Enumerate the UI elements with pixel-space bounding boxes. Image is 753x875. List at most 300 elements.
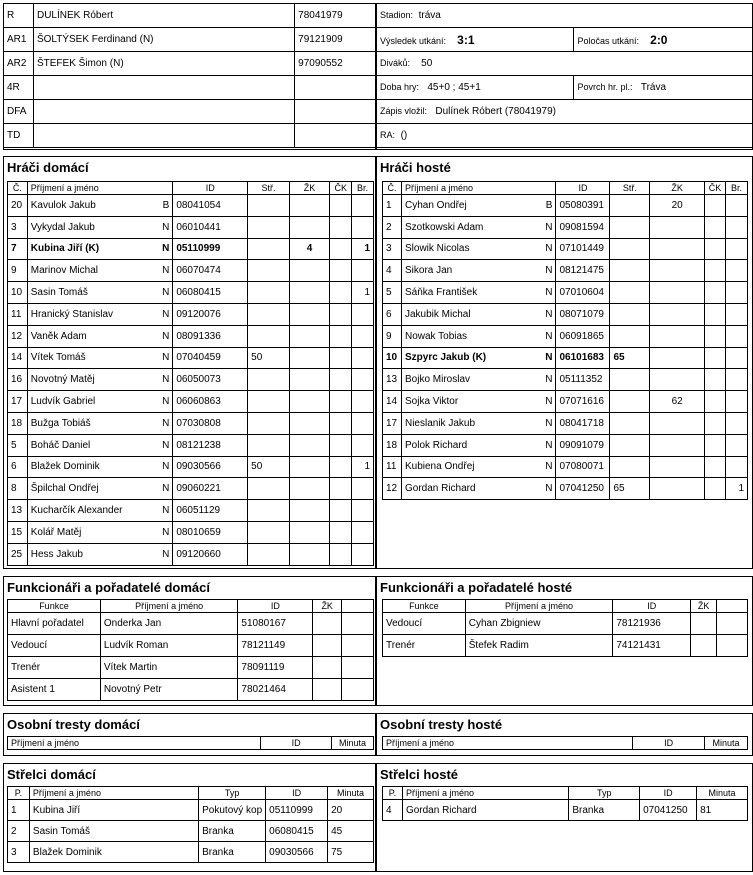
player-own-goals xyxy=(352,216,374,238)
scorer-type: Pokutový kop xyxy=(199,800,266,821)
header-id: ID xyxy=(173,182,248,195)
player-red-card xyxy=(330,478,352,500)
scorer-minute: 45 xyxy=(328,821,374,842)
player-own-goals xyxy=(352,543,374,565)
away-players-title: Hráči hosté xyxy=(380,160,451,175)
player-name: Sojka Viktor xyxy=(404,396,459,408)
player-red-card xyxy=(705,303,726,325)
official-id: 97090552 xyxy=(295,52,376,76)
header-minute: Minuta xyxy=(328,787,374,800)
player-yellow-card xyxy=(289,543,330,565)
player-own-goals: 1 xyxy=(352,282,374,304)
player-row xyxy=(8,347,374,369)
header-yellow-card: ŽK xyxy=(691,600,717,613)
func-name: Cyhan Zbigniew xyxy=(465,613,613,635)
player-id: 06051129 xyxy=(173,500,248,522)
player-flag: N xyxy=(545,308,553,320)
player-row xyxy=(8,260,374,282)
player-yellow-card xyxy=(289,478,330,500)
func-yellow-card xyxy=(691,635,717,657)
player-name-cell xyxy=(401,238,555,260)
player-yellow-card xyxy=(650,216,705,238)
header-name: Příjmení a jméno xyxy=(402,787,568,800)
surface-cell xyxy=(574,76,753,100)
func-yellow-card xyxy=(313,679,342,701)
player-name-cell xyxy=(401,369,555,391)
header-id: ID xyxy=(261,737,332,750)
player-row xyxy=(383,412,748,434)
player-id: 06101683 xyxy=(556,347,610,369)
player-id: 07010604 xyxy=(556,282,610,304)
player-name-cell xyxy=(27,521,173,543)
player-yellow-card xyxy=(289,347,330,369)
player-name-cell xyxy=(401,195,555,217)
player-number: 17 xyxy=(8,391,28,413)
player-id: 06060863 xyxy=(173,391,248,413)
player-name-cell xyxy=(27,238,173,260)
player-id: 06070474 xyxy=(173,260,248,282)
func-empty xyxy=(717,635,748,657)
scorer-row xyxy=(383,800,748,821)
func-empty xyxy=(717,613,748,635)
func-yellow-card xyxy=(691,613,717,635)
player-red-card xyxy=(330,282,352,304)
header-yellow-card: ŽK xyxy=(289,182,330,195)
player-yellow-card xyxy=(650,412,705,434)
official-row xyxy=(4,76,376,100)
player-goals xyxy=(248,216,290,238)
player-row xyxy=(8,195,374,217)
func-header-row xyxy=(8,600,374,613)
scorer-name: Sasin Tomáš xyxy=(29,821,198,842)
player-id: 07071616 xyxy=(556,391,610,413)
player-red-card xyxy=(705,216,726,238)
home-penalties-table xyxy=(7,736,374,750)
player-row xyxy=(8,434,374,456)
scorers-header-row xyxy=(8,787,374,800)
player-name: Bojko Miroslav xyxy=(404,374,471,386)
header-order: P. xyxy=(383,787,403,800)
player-goals xyxy=(610,260,650,282)
player-own-goals xyxy=(352,325,374,347)
player-own-goals xyxy=(725,391,747,413)
func-name: Ludvík Roman xyxy=(100,635,238,657)
player-row xyxy=(8,216,374,238)
header-yellow-card: ŽK xyxy=(313,600,342,613)
player-flag: N xyxy=(545,352,553,364)
player-name: Marinov Michal xyxy=(30,265,98,277)
scorer-id: 06080415 xyxy=(266,821,328,842)
player-id: 06091865 xyxy=(556,325,610,347)
player-red-card xyxy=(330,391,352,413)
scorer-type: Branka xyxy=(199,842,266,863)
player-name-cell xyxy=(401,434,555,456)
player-name: Polok Richard xyxy=(404,439,468,451)
player-name-cell xyxy=(27,391,173,413)
scorer-type: Branka xyxy=(199,821,266,842)
player-yellow-card xyxy=(650,456,705,478)
official-name: ŠOLTÝSEK Ferdinand (N) xyxy=(33,28,294,52)
player-red-card xyxy=(705,282,726,304)
player-yellow-card xyxy=(289,282,330,304)
header-id: ID xyxy=(640,787,697,800)
player-flag: N xyxy=(545,483,553,495)
player-flag: N xyxy=(545,396,553,408)
player-name-cell xyxy=(27,412,173,434)
header-number: Č. xyxy=(383,182,402,195)
official-row xyxy=(4,100,376,124)
player-name-cell xyxy=(27,195,173,217)
player-number: 5 xyxy=(8,434,28,456)
ra-value: () xyxy=(400,130,408,141)
player-id: 07040459 xyxy=(173,347,248,369)
player-red-card xyxy=(705,369,726,391)
player-number: 13 xyxy=(383,369,402,391)
player-id: 07030808 xyxy=(173,412,248,434)
player-id: 07080071 xyxy=(556,456,610,478)
player-yellow-card xyxy=(289,260,330,282)
player-name: Kubiena Ondřej xyxy=(404,461,475,473)
player-number: 10 xyxy=(383,347,402,369)
player-id: 09030566 xyxy=(173,456,248,478)
spectators-cell xyxy=(377,52,753,76)
player-number: 18 xyxy=(8,412,28,434)
player-name-cell xyxy=(27,303,173,325)
player-name: Ludvík Gabriel xyxy=(30,396,96,408)
func-role: Trenér xyxy=(383,635,466,657)
player-flag: N xyxy=(162,417,170,429)
official-name xyxy=(33,100,294,124)
surface-label: Povrch hr. pl.: xyxy=(577,82,633,92)
player-goals xyxy=(248,521,290,543)
player-row xyxy=(383,195,748,217)
header-red-card: ČK xyxy=(705,182,726,195)
player-own-goals xyxy=(352,521,374,543)
player-name-cell xyxy=(27,369,173,391)
player-row xyxy=(383,456,748,478)
player-flag: N xyxy=(545,417,553,429)
player-number: 4 xyxy=(383,260,402,282)
player-own-goals xyxy=(352,434,374,456)
header-red-card: ČK xyxy=(330,182,352,195)
header-id: ID xyxy=(613,600,691,613)
player-name: Sáňka František xyxy=(404,287,478,299)
player-flag: N xyxy=(162,461,170,473)
player-name: Kubina Jiří (K) xyxy=(30,243,100,255)
player-row xyxy=(383,303,748,325)
player-goals xyxy=(610,412,650,434)
header-name: Příjmení a jméno xyxy=(27,182,173,195)
duration-cell xyxy=(377,76,574,100)
home-penalties-title: Osobní tresty domácí xyxy=(7,717,140,732)
away-scorers-title: Střelci hosté xyxy=(380,767,459,782)
player-id: 07101449 xyxy=(556,238,610,260)
result-label: Výsledek utkání: xyxy=(380,35,447,46)
player-yellow-card xyxy=(289,369,330,391)
player-name-cell xyxy=(401,216,555,238)
player-red-card xyxy=(330,369,352,391)
player-id: 05111352 xyxy=(556,369,610,391)
player-name-cell xyxy=(27,434,173,456)
away-players-section xyxy=(376,156,753,569)
player-name: Špilchal Ondřej xyxy=(30,483,99,495)
func-row xyxy=(383,613,748,635)
player-own-goals xyxy=(352,478,374,500)
player-name-cell xyxy=(401,347,555,369)
scorer-order: 3 xyxy=(8,842,30,863)
func-empty xyxy=(342,657,374,679)
player-row xyxy=(8,478,374,500)
player-id: 08041054 xyxy=(173,195,248,217)
official-role: 4R xyxy=(4,76,34,100)
official-role: TD xyxy=(4,124,34,148)
player-name: Bužga Tobiáš xyxy=(30,417,91,429)
player-yellow-card xyxy=(650,434,705,456)
player-row xyxy=(383,282,748,304)
player-yellow-card xyxy=(289,456,330,478)
player-number: 6 xyxy=(8,456,28,478)
away-penalties-title: Osobní tresty hosté xyxy=(380,717,503,732)
player-goals xyxy=(610,303,650,325)
player-name: Boháč Daniel xyxy=(30,439,91,451)
scorer-id: 05110999 xyxy=(266,800,328,821)
officials-section xyxy=(3,3,376,150)
away-scorers-section xyxy=(376,763,753,872)
official-id xyxy=(295,100,376,124)
away-players-table xyxy=(382,181,748,500)
player-goals: 65 xyxy=(610,347,650,369)
player-flag: N xyxy=(545,287,553,299)
player-name-cell xyxy=(27,282,173,304)
player-name-cell xyxy=(27,216,173,238)
header-yellow-card: ŽK xyxy=(650,182,705,195)
official-role: DFA xyxy=(4,100,34,124)
away-scorers-table xyxy=(382,786,748,821)
player-goals xyxy=(610,369,650,391)
player-row xyxy=(8,456,374,478)
player-row xyxy=(383,216,748,238)
player-own-goals xyxy=(725,216,747,238)
player-flag: N xyxy=(545,265,553,277)
scorer-minute: 20 xyxy=(328,800,374,821)
player-id: 09091079 xyxy=(556,434,610,456)
func-name: Novotný Petr xyxy=(100,679,238,701)
scorer-row xyxy=(8,800,374,821)
player-row xyxy=(8,391,374,413)
player-number: 1 xyxy=(383,195,402,217)
header-id: ID xyxy=(238,600,313,613)
player-red-card xyxy=(330,303,352,325)
header-own-goals: Br. xyxy=(725,182,747,195)
func-row xyxy=(8,679,374,701)
match-info-table xyxy=(376,3,753,148)
player-yellow-card xyxy=(650,282,705,304)
away-penalties-table xyxy=(382,736,748,750)
func-header-row xyxy=(383,600,748,613)
player-own-goals xyxy=(725,369,747,391)
func-id: 78121149 xyxy=(238,635,313,657)
player-flag: N xyxy=(162,287,170,299)
player-yellow-card xyxy=(650,303,705,325)
player-goals: 50 xyxy=(248,456,290,478)
player-red-card xyxy=(330,347,352,369)
player-name-cell xyxy=(27,478,173,500)
player-name-cell xyxy=(401,391,555,413)
player-id: 08071079 xyxy=(556,303,610,325)
player-name: Slowik Nicolas xyxy=(404,243,470,255)
func-name: Štefek Radim xyxy=(465,635,613,657)
player-flag: N xyxy=(162,243,170,255)
player-name-cell xyxy=(27,325,173,347)
away-functionaries-table xyxy=(382,599,748,657)
player-number: 8 xyxy=(8,478,28,500)
official-id: 79121909 xyxy=(295,28,376,52)
player-name: Vaněk Adam xyxy=(30,330,87,342)
player-row xyxy=(8,369,374,391)
players-header-row xyxy=(8,182,374,195)
official-role: AR2 xyxy=(4,52,34,76)
player-red-card xyxy=(705,195,726,217)
player-own-goals xyxy=(725,238,747,260)
player-id: 08121475 xyxy=(556,260,610,282)
home-scorers-section xyxy=(3,763,376,872)
header-empty xyxy=(342,600,374,613)
func-id: 74121431 xyxy=(613,635,691,657)
player-name: Szpyrc Jakub (K) xyxy=(404,352,487,364)
player-yellow-card xyxy=(650,369,705,391)
player-name: Hranický Stanislav xyxy=(30,308,114,320)
scorer-name: Kubina Jiří xyxy=(29,800,198,821)
player-red-card xyxy=(330,216,352,238)
player-name: Jakubik Michal xyxy=(404,308,471,320)
scorer-row xyxy=(8,821,374,842)
player-own-goals: 1 xyxy=(725,478,747,500)
official-name xyxy=(33,76,294,100)
player-name-cell xyxy=(27,543,173,565)
recorded-label: Zápis vložil: xyxy=(380,106,428,116)
player-yellow-card xyxy=(289,303,330,325)
players-header-row xyxy=(383,182,748,195)
header-type: Typ xyxy=(199,787,266,800)
result-value: 3:1 xyxy=(457,32,475,47)
player-red-card xyxy=(330,195,352,217)
player-row xyxy=(8,238,374,260)
player-red-card xyxy=(705,325,726,347)
header-goals: Stř. xyxy=(248,182,290,195)
player-name: Blažek Dominik xyxy=(30,461,100,473)
player-id: 09120076 xyxy=(173,303,248,325)
func-row xyxy=(383,635,748,657)
scorer-order: 1 xyxy=(8,800,30,821)
official-row xyxy=(4,28,376,52)
scorer-row xyxy=(8,842,374,863)
official-row xyxy=(4,124,376,148)
player-own-goals xyxy=(352,391,374,413)
player-flag: N xyxy=(162,396,170,408)
home-functionaries-section xyxy=(3,576,376,706)
player-yellow-card xyxy=(289,412,330,434)
scorer-id: 07041250 xyxy=(640,800,697,821)
player-red-card xyxy=(330,500,352,522)
func-id: 51080167 xyxy=(238,613,313,635)
player-name: Nieslanik Jakub xyxy=(404,417,476,429)
official-name: ŠTEFEK Šimon (N) xyxy=(33,52,294,76)
player-yellow-card xyxy=(650,238,705,260)
player-name-cell xyxy=(401,282,555,304)
func-name: Onderka Jan xyxy=(100,613,238,635)
match-info-section xyxy=(376,3,753,150)
player-own-goals xyxy=(352,195,374,217)
player-id: 05110999 xyxy=(173,238,248,260)
header-own-goals: Br. xyxy=(352,182,374,195)
header-role: Funkce xyxy=(8,600,101,613)
home-functionaries-table xyxy=(7,599,374,701)
player-yellow-card: 62 xyxy=(650,391,705,413)
player-id: 07041250 xyxy=(556,478,610,500)
player-row xyxy=(383,347,748,369)
spectators-value: 50 xyxy=(421,58,433,69)
func-role: Asistent 1 xyxy=(8,679,101,701)
player-number: 6 xyxy=(383,303,402,325)
ra-label: RA: xyxy=(380,130,396,140)
player-name-cell xyxy=(27,347,173,369)
player-name: Gordan Richard xyxy=(404,483,476,495)
player-goals xyxy=(610,195,650,217)
away-penalties-section xyxy=(376,713,753,756)
player-name-cell xyxy=(401,478,555,500)
player-flag: N xyxy=(162,308,170,320)
player-name-cell xyxy=(27,456,173,478)
scorers-header-row xyxy=(383,787,748,800)
player-flag: N xyxy=(162,352,170,364)
player-row xyxy=(8,303,374,325)
player-number: 2 xyxy=(383,216,402,238)
player-name: Vítek Tomáš xyxy=(30,352,86,364)
player-goals xyxy=(248,369,290,391)
player-row xyxy=(383,434,748,456)
func-role: Hlavní pořadatel xyxy=(8,613,101,635)
player-flag: N xyxy=(162,439,170,451)
player-own-goals xyxy=(352,369,374,391)
player-goals xyxy=(248,303,290,325)
recorded-value: Dulínek Róbert (78041979) xyxy=(435,106,556,117)
func-yellow-card xyxy=(313,613,342,635)
func-role: Vedoucí xyxy=(383,613,466,635)
player-goals xyxy=(248,282,290,304)
player-row xyxy=(8,325,374,347)
player-number: 18 xyxy=(383,434,402,456)
func-row xyxy=(8,635,374,657)
player-name-cell xyxy=(401,260,555,282)
func-role: Vedoucí xyxy=(8,635,101,657)
header-number: Č. xyxy=(8,182,28,195)
player-name-cell xyxy=(27,260,173,282)
home-players-title: Hráči domácí xyxy=(7,160,89,175)
player-red-card xyxy=(330,238,352,260)
func-id: 78121936 xyxy=(613,613,691,635)
player-number: 20 xyxy=(8,195,28,217)
stadium-cell xyxy=(377,4,753,28)
player-name-cell xyxy=(27,500,173,522)
player-own-goals xyxy=(725,412,747,434)
player-row xyxy=(8,543,374,565)
player-flag: N xyxy=(545,221,553,233)
player-row xyxy=(8,500,374,522)
player-id: 06080415 xyxy=(173,282,248,304)
scorer-id: 09030566 xyxy=(266,842,328,863)
scorer-order: 4 xyxy=(383,800,403,821)
surface-value: Tráva xyxy=(640,82,667,93)
